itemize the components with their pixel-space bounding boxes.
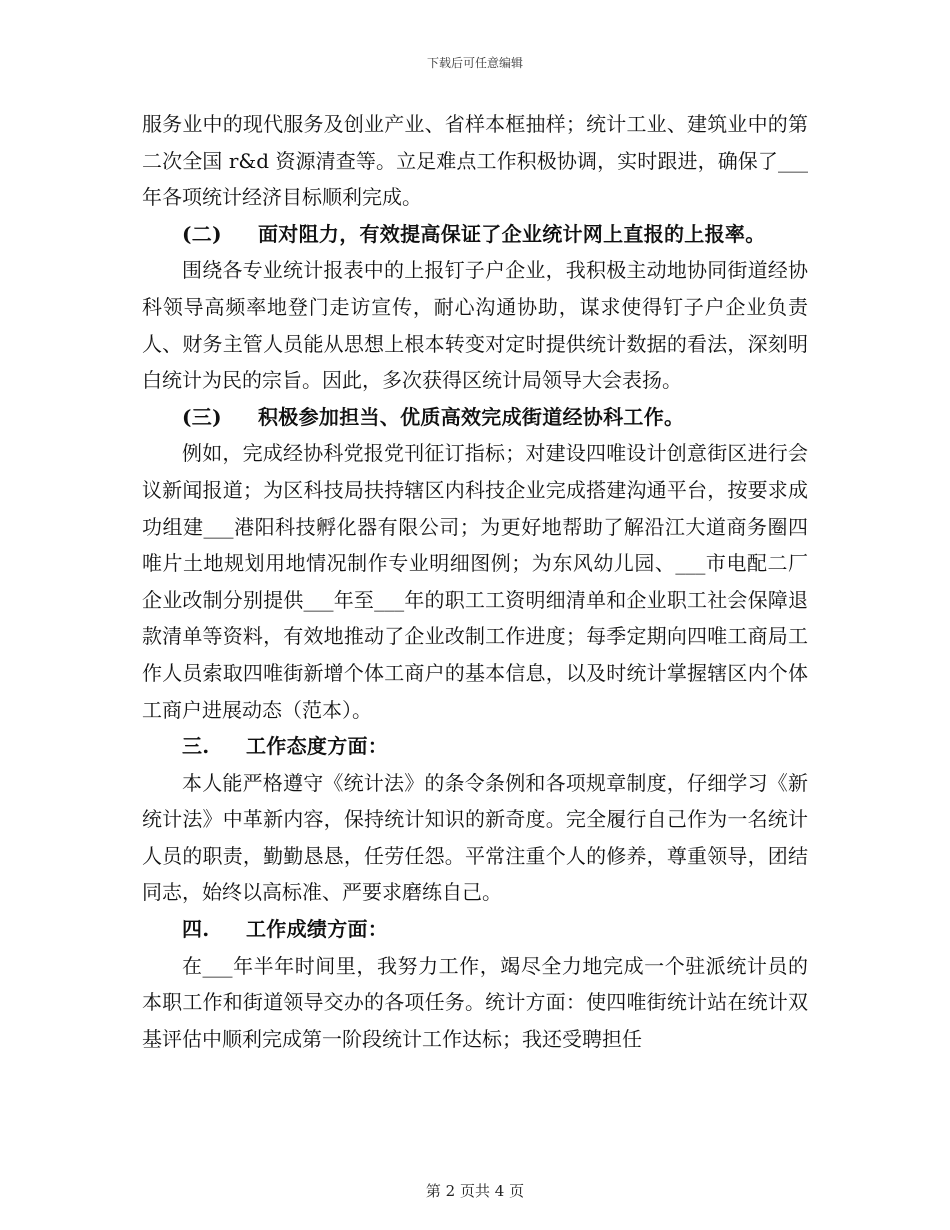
paragraph: 例如，完成经协科党报党刊征订指标；对建设四唯设计创意街区进行会议新闻报道；为区科技局扶持辖区内科技企业完成搭建沟通平台，按要求成功组建___港阳科技孵化器有限公司；为更好地帮助了解沿江大道商务圈四唯片土地规划用地情况制作专业明细图例；为东风幼儿园、___市电配二厂企业改制分别提供___年至___年的职工工资明细清单和企业职工社会保障退款清单等资料，有效地推动了企业改制工作进度；每季定期向四唯工商局工作人员索取四唯街新增个体工商户的基本信息，以及时统计掌握辖区内个体工商户进展动态（范本）。 [142,441,808,722]
paragraph: 围绕各专业统计报表中的上报钉子户企业，我积极主动地协同街道经协科领导高频率地登门走访宣传，耐心沟通协助，谋求使得钉子户企业负责人、财务主管人员能从思想上根本转变对定时提供统计数据的看法，深刻明白统计为民的宗旨。因此，多次获得区统计局领导大会表扬。 [142,258,808,393]
section-heading-2 [142,216,808,253]
paragraph: 在___年半年时间里，我努力工作，竭尽全力地完成一个驻派统计员的本职工作和街道领导交办的各项任务。统计方面：使四唯街统计站在统计双基评估中顺利完成第一阶段统计工作达标；我还受聘担任 [142,953,808,1051]
section-number: 三. [182,734,210,759]
section-title: 工作成绩方面： [246,917,389,942]
section-heading-four [142,911,808,948]
paragraph-continued: 服务业中的现代服务及创业产业、省样本框抽样；统计工业、建筑业中的第二次全国 r&d 资源清查等。立足难点工作积极协调，实时跟进，确保了___年各项统计经济目标顺利完成。 [142,112,808,210]
section-title: 积极参加担当、优质高效完成街道经协科工作。 [258,404,685,429]
document-body [142,106,808,1057]
section-number: (三) [182,404,222,429]
section-title: 面对阻力，有效提高保证了企业统计网上直报的上报率。 [258,221,766,246]
section-heading-3 [142,399,808,436]
page-footer: 第 2 页共 4 页 [425,1182,525,1200]
section-number: 四. [182,917,210,942]
section-title: 工作态度方面： [246,734,389,759]
paragraph: 本人能严格遵守《统计法》的条令条例和各项规章制度，仔细学习《新统计法》中革新内容，保持统计知识的新奇度。完全履行自己作为一名统计人员的职责，勤勤恳恳，任劳任怨。平常注重个人的修养，尊重领导，团结同志，始终以高标准、严要求磨练自己。 [142,770,808,905]
section-number: (二) [182,221,222,246]
section-heading-three [142,728,808,765]
page-header: 下载后可任意编辑 [426,56,523,70]
